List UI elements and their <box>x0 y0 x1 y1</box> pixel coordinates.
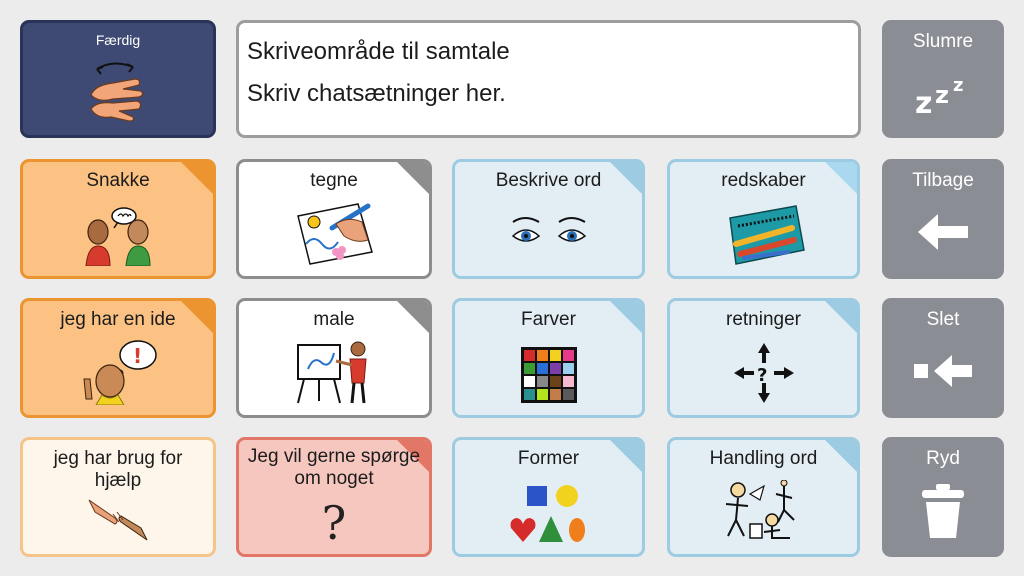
tile-male-label: male <box>313 309 355 330</box>
clear-button[interactable] <box>882 437 1004 557</box>
writing-area-title: Skriveområde til samtale <box>247 38 510 65</box>
tile-former-label: Former <box>517 448 580 469</box>
helping-hands-icon <box>23 492 213 544</box>
delete-label: Slet <box>926 309 960 330</box>
color-palette-icon <box>455 345 642 405</box>
tile-tegne[interactable] <box>236 159 432 279</box>
chat-writing-area[interactable] <box>236 20 861 138</box>
backspace-icon <box>885 353 1001 389</box>
svg-text:z: z <box>915 86 933 117</box>
drawing-icon <box>239 200 429 266</box>
eyes-icon <box>455 214 642 248</box>
tile-jeg-har-brug-for-hjaelp[interactable] <box>20 437 216 557</box>
action-words-icon <box>670 480 857 544</box>
svg-text:z: z <box>935 81 949 109</box>
back-label: Tilbage <box>912 170 974 191</box>
writing-area-hint: Skriv chatsætninger her. <box>247 80 506 107</box>
svg-text:?: ? <box>756 365 767 386</box>
back-button[interactable] <box>882 159 1004 279</box>
clapping-hands-icon <box>23 59 213 123</box>
tile-handling-ord[interactable] <box>667 437 860 557</box>
tile-hjaelp-label: jeg har brug for hjælp <box>53 448 183 491</box>
done-label: Færdig <box>95 32 141 48</box>
tile-ide-label: jeg har en ide <box>60 309 176 330</box>
tile-snakke-label: Snakke <box>86 170 150 191</box>
tile-spoerge-label: Jeg vil gerne spørge om noget <box>247 446 421 489</box>
directions-arrows-icon <box>670 341 857 405</box>
tile-redskaber-label: redskaber <box>721 170 806 191</box>
tile-jeg-vil-gerne-spoerge[interactable] <box>236 437 432 557</box>
tile-farver[interactable] <box>452 298 645 418</box>
zzz-sleep-icon <box>885 73 1001 117</box>
done-button[interactable] <box>20 20 216 138</box>
tile-male[interactable] <box>236 298 432 418</box>
tile-beskrive-ord-label: Beskrive ord <box>495 170 602 191</box>
tile-handling-ord-label: Handling ord <box>709 448 818 469</box>
shapes-icon <box>455 484 642 544</box>
snooze-label: Slumre <box>912 31 974 52</box>
tile-redskaber[interactable] <box>667 159 860 279</box>
delete-button[interactable] <box>882 298 1004 418</box>
tile-farver-label: Farver <box>521 309 576 330</box>
tile-beskrive-ord[interactable] <box>452 159 645 279</box>
tile-retninger-label: retninger <box>726 309 801 330</box>
tile-snakke[interactable] <box>20 159 216 279</box>
tile-retninger[interactable] <box>667 298 860 418</box>
painting-easel-icon <box>239 339 429 405</box>
svg-text:!: ! <box>133 344 143 368</box>
idea-person-icon <box>23 339 213 405</box>
tile-jeg-har-en-ide[interactable] <box>20 298 216 418</box>
clear-label: Ryd <box>926 448 960 469</box>
tile-tegne-label: tegne <box>310 170 358 191</box>
question-mark-icon: ? <box>321 496 347 550</box>
talking-people-icon <box>23 202 213 266</box>
tools-pencil-case-icon <box>670 204 857 266</box>
svg-text:z: z <box>953 75 964 96</box>
arrow-left-icon <box>885 212 1001 252</box>
tile-former[interactable] <box>452 437 645 557</box>
trash-can-icon <box>885 482 1001 540</box>
snooze-button[interactable] <box>882 20 1004 138</box>
